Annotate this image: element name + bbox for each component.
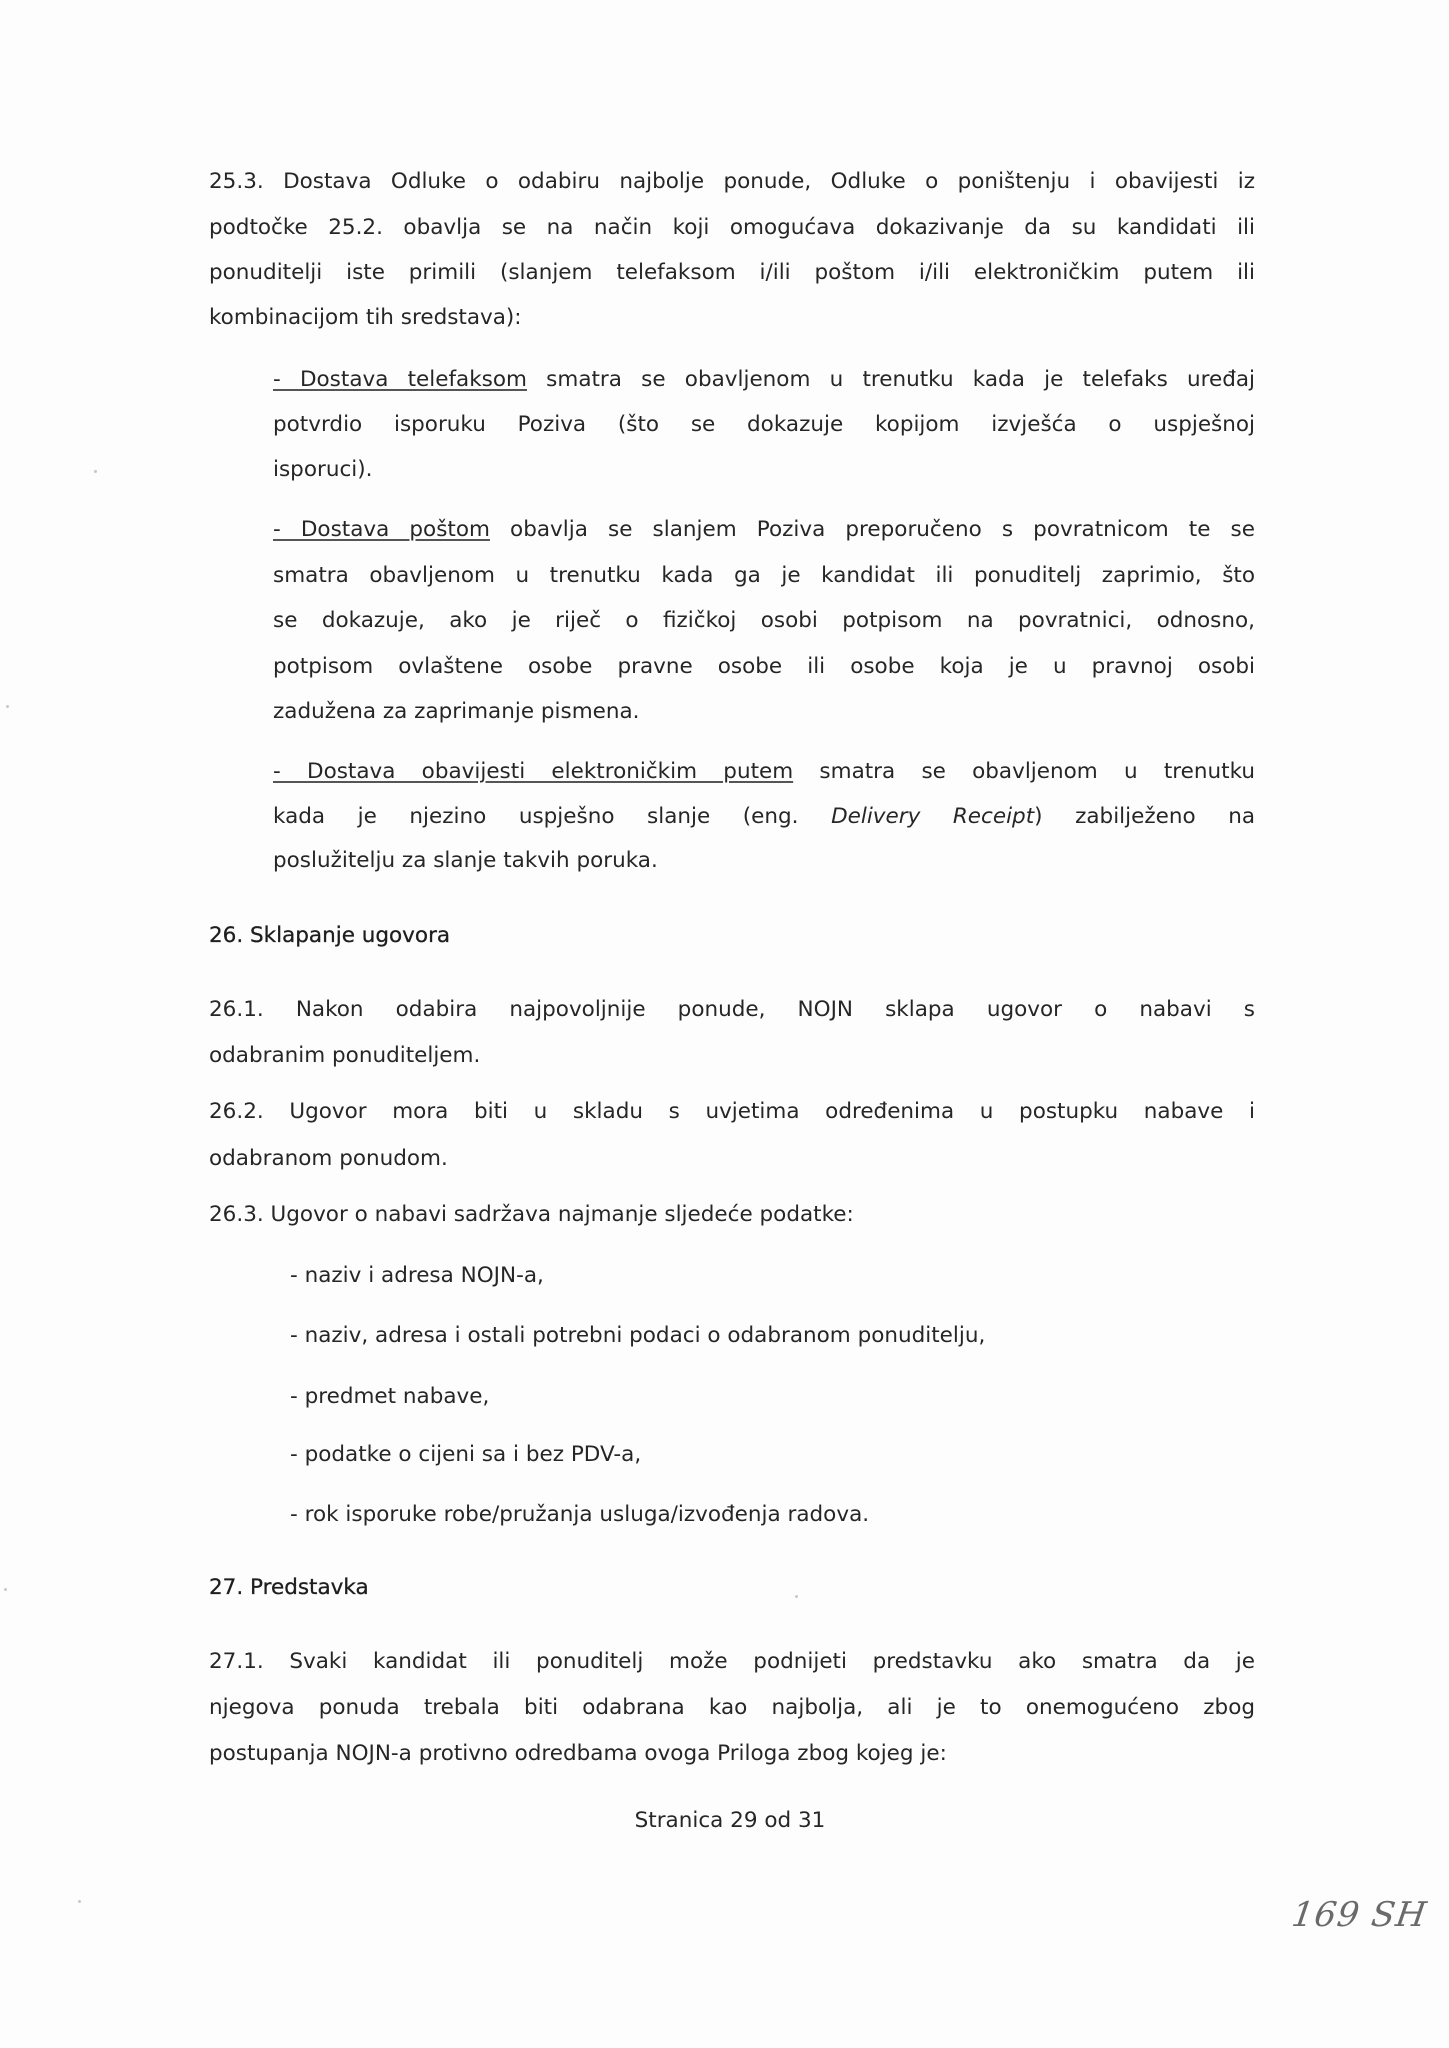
list-item: - podatke o cijeni sa i bez PDV-a, [290, 1442, 642, 1467]
line-text: kada je njezino uspješno slanje (eng. [273, 804, 832, 829]
paragraph-line [273, 515, 1255, 545]
paragraph-line: 25.3. Dostava Odluke o odabiru najbolje ponude, Odluke o poništenju i obavijesti iz [209, 169, 1255, 194]
list-item: - naziv i adresa NOJN-a, [290, 1263, 544, 1288]
paragraph-line [273, 802, 1255, 832]
handwritten-page-mark: 169 SH [1289, 1895, 1430, 1935]
paragraph-line: potpisom ovlaštene osobe pravne osobe ili osobe koja je u pravnoj osobi [273, 654, 1255, 679]
paragraph-line: odabranom ponudom. [209, 1146, 448, 1171]
line-text: smatra se obavljenom u trenutku [793, 759, 1255, 784]
paragraph-line [273, 757, 1255, 787]
scan-artifact [6, 705, 9, 708]
underlined-term: - Dostava obavijesti elektroničkim putem [273, 759, 794, 784]
paragraph-line: zadužena za zaprimanje pismena. [273, 699, 640, 724]
line-text: obavlja se slanjem Poziva preporučeno s povratnicom te se [489, 517, 1255, 542]
scan-artifact [4, 1588, 7, 1591]
paragraph-line: 26.2. Ugovor mora biti u skladu s uvjetima određenima u postupku nabave i [209, 1099, 1255, 1124]
paragraph-line: odabranim ponuditeljem. [209, 1043, 481, 1068]
paragraph-line: smatra obavljenom u trenutku kada ga je kandidat ili ponuditelj zaprimio, što [273, 563, 1255, 588]
paragraph-line: podtočke 25.2. obavlja se na način koji omogućava dokazivanje da su kandidati ili [209, 215, 1255, 240]
underlined-term: - Dostava poštom [273, 517, 490, 542]
line-text: ) zabilježeno na [1034, 804, 1255, 829]
italic-term: Delivery Receipt [831, 804, 1035, 829]
paragraph-line: 26.1. Nakon odabira najpovoljnije ponude, NOJN sklapa ugovor o nabavi s [209, 997, 1255, 1022]
paragraph-line: ponuditelji iste primili (slanjem telefaksom i/ili poštom i/ili elektroničkim putem ili [209, 260, 1255, 285]
scan-artifact [78, 1900, 81, 1903]
paragraph-line [273, 365, 1255, 395]
section-heading-26: 26. Sklapanje ugovora [209, 923, 451, 948]
underlined-term: - Dostava telefaksom [273, 367, 527, 392]
paragraph-line: isporuci). [273, 457, 373, 482]
line-text: smatra se obavljenom u trenutku kada je telefaks uređaj [526, 367, 1255, 392]
paragraph-line: postupanja NOJN-a protivno odredbama ovoga Priloga zbog kojeg je: [209, 1741, 947, 1766]
paragraph-line: poslužitelju za slanje takvih poruka. [273, 848, 658, 873]
scan-artifact [795, 1595, 798, 1598]
paragraph-line: 27.1. Svaki kandidat ili ponuditelj može podnijeti predstavku ako smatra da je [209, 1649, 1255, 1674]
paragraph-line: kombinacijom tih sredstava): [209, 305, 522, 330]
paragraph-line: se dokazuje, ako je riječ o fizičkoj osobi potpisom na povratnici, odnosno, [273, 608, 1255, 633]
list-item: - rok isporuke robe/pružanja usluga/izvođenja radova. [290, 1502, 870, 1527]
list-item: - predmet nabave, [290, 1384, 490, 1409]
paragraph-26-3: 26.3. Ugovor o nabavi sadržava najmanje sljedeće podatke: [209, 1202, 854, 1227]
paragraph-line: njegova ponuda trebala biti odabrana kao najbolja, ali je to onemogućeno zbog [209, 1695, 1255, 1720]
scan-artifact [94, 470, 97, 473]
page-number-footer: Stranica 29 od 31 [634, 1808, 826, 1833]
paragraph-line: potvrdio isporuku Poziva (što se dokazuje kopijom izvješća o uspješnoj [273, 412, 1255, 437]
list-item: - naziv, adresa i ostali potrebni podaci o odabranom ponuditelju, [290, 1323, 986, 1348]
section-heading-27: 27. Predstavka [209, 1575, 369, 1600]
